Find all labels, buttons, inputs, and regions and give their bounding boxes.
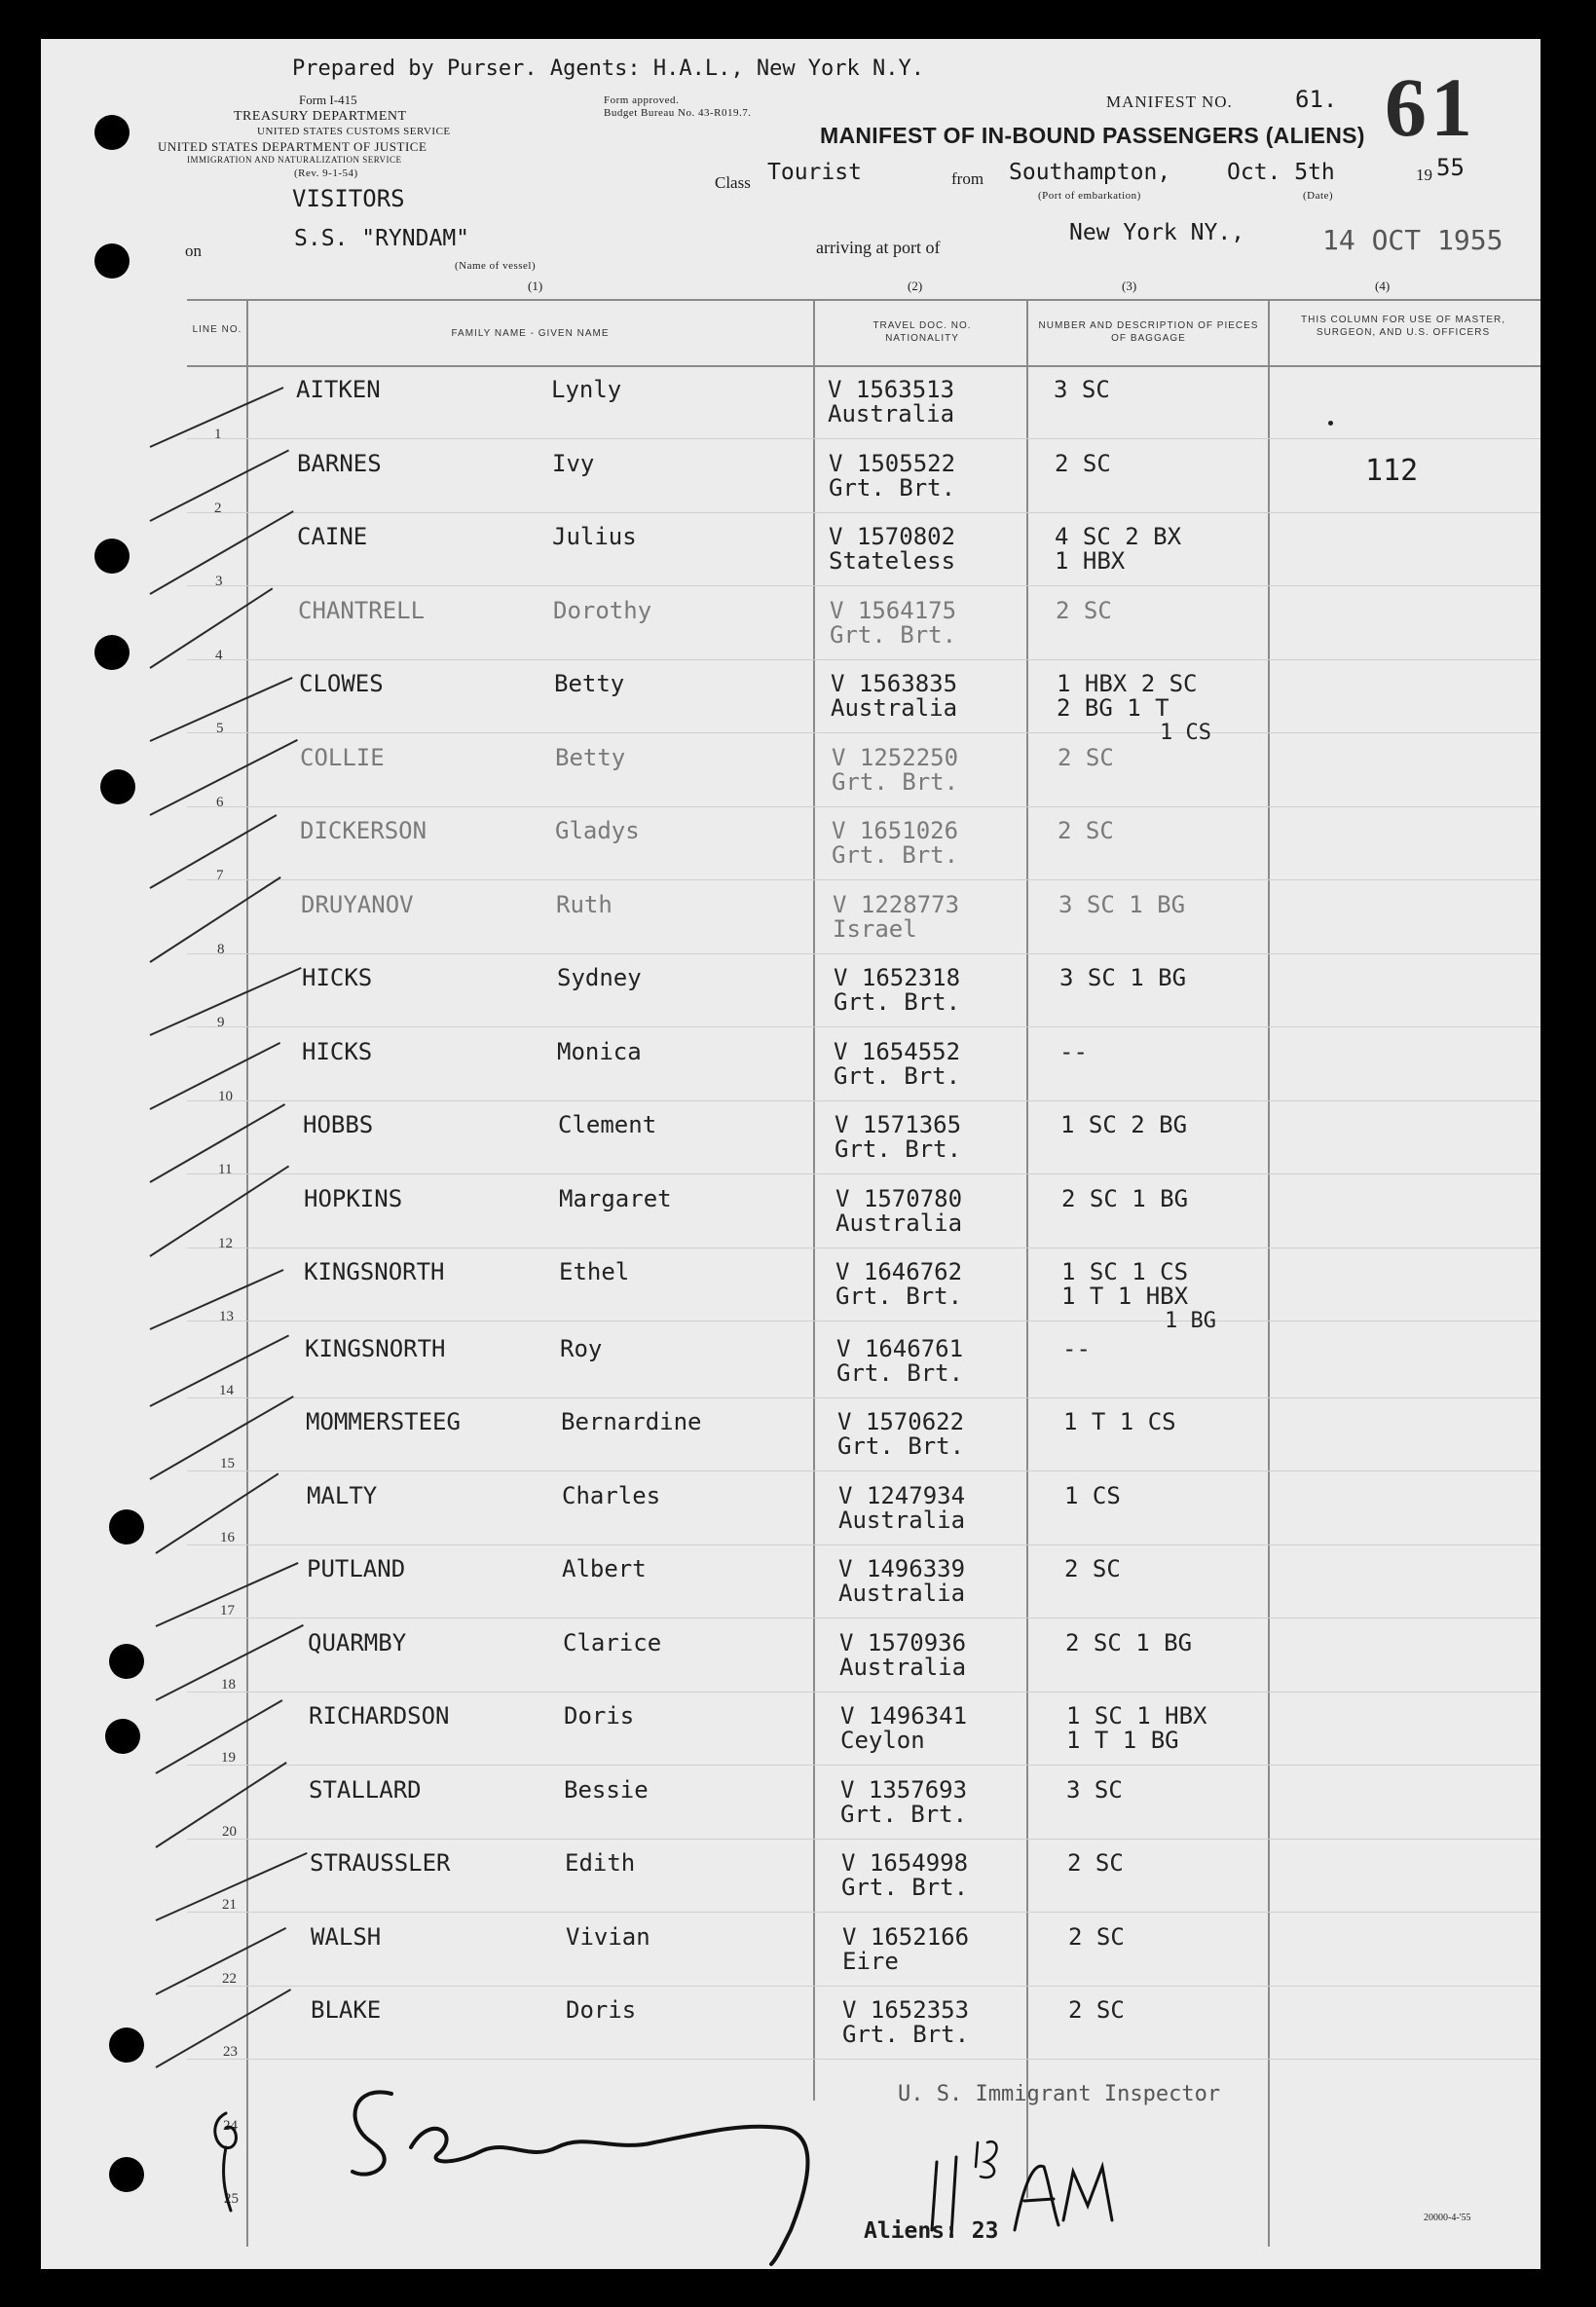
given-name: Doris — [566, 1996, 637, 2024]
col-number-2: (2) — [908, 279, 923, 293]
baggage-line-1: 2 SC 1 BG — [1061, 1184, 1189, 1212]
table-header-rule — [187, 365, 1540, 367]
manifest-no-label: MANIFEST NO. — [1106, 93, 1233, 111]
row-rule — [187, 659, 1540, 660]
nationality: Grt. Brt. — [832, 767, 959, 796]
nationality: Australia — [838, 1580, 966, 1607]
row-rule — [187, 1026, 1540, 1027]
family-name: AITKEN — [296, 376, 381, 403]
row-rule — [187, 1692, 1540, 1693]
row-rule — [187, 1912, 1540, 1913]
line-no-divider — [246, 299, 248, 2247]
rev-date: (Rev. 9-1-54) — [294, 167, 358, 179]
check-mark — [149, 876, 280, 963]
travel-doc-number: V 1651026 — [832, 817, 959, 844]
baggage-line-1: 2 SC — [1058, 817, 1114, 844]
nationality: Grt. Brt. — [834, 988, 961, 1016]
row-rule — [187, 1247, 1540, 1248]
arrival-port: New York NY., — [1069, 220, 1245, 245]
row-rule — [187, 1765, 1540, 1766]
check-mark — [149, 587, 273, 668]
travel-doc-number: V 1570802 — [829, 523, 956, 550]
row-rule — [187, 806, 1540, 807]
line-number: 24 — [223, 2117, 238, 2134]
line-number: 25 — [224, 2191, 239, 2207]
baggage-line-1: -- — [1059, 1037, 1088, 1065]
travel-doc-number: V 1652353 — [842, 1996, 970, 2024]
baggage-line-1: 3 SC — [1054, 376, 1110, 403]
line-number: 13 — [219, 1309, 234, 1324]
baggage-line-1: 2 SC 1 BG — [1065, 1628, 1193, 1656]
port-embarkation-caption: (Port of embarkation) — [1038, 190, 1141, 202]
family-name: DRUYANOV — [301, 890, 414, 918]
row-rule — [187, 1397, 1540, 1398]
dot-mark — [1328, 421, 1333, 426]
family-name: CHANTRELL — [298, 596, 426, 624]
punch-hole — [109, 1509, 144, 1544]
family-name: MOMMERSTEEG — [306, 1408, 461, 1435]
on-label: on — [185, 242, 202, 260]
family-name: PUTLAND — [307, 1555, 406, 1582]
line-number: 7 — [216, 868, 224, 883]
given-name: Edith — [565, 1849, 636, 1877]
travel-doc-number: V 1357693 — [840, 1775, 968, 1804]
baggage-line-1: 3 SC — [1066, 1775, 1123, 1804]
family-name: MALTY — [307, 1481, 378, 1509]
punch-hole — [94, 243, 130, 279]
customs-service: UNITED STATES CUSTOMS SERVICE — [257, 126, 451, 137]
check-mark — [150, 814, 278, 889]
check-mark — [155, 1472, 278, 1553]
line-number: 11 — [218, 1162, 233, 1177]
manifest-no-value: 61. — [1295, 86, 1338, 113]
family-name: QUARMBY — [308, 1628, 407, 1656]
col-number-1: (1) — [528, 279, 543, 293]
baggage-divider — [1268, 299, 1270, 2247]
header-baggage: NUMBER AND DESCRIPTION OF PIECES OF BAGGAGE — [1038, 320, 1259, 344]
travel-doc-number: V 1228773 — [833, 890, 960, 918]
arrival-date-stamp: 14 OCT 1955 — [1322, 224, 1503, 256]
date-caption: (Date) — [1303, 190, 1334, 202]
ins-service: IMMIGRATION AND NATURALIZATION SERVICE — [187, 155, 402, 165]
punch-hole — [94, 115, 130, 150]
given-name: Vivian — [566, 1922, 650, 1951]
baggage-line-1: 2 SC — [1058, 743, 1114, 771]
visitors-label: VISITORS — [292, 185, 405, 212]
baggage-line-1: 1 SC 2 BG — [1060, 1111, 1188, 1138]
travel-doc-number: V 1570622 — [837, 1408, 965, 1435]
given-name: Betty — [554, 670, 625, 697]
prepared-by: Prepared by Purser. Agents: H.A.L., New York N.Y. — [292, 56, 925, 81]
nationality: Eire — [842, 1947, 899, 1975]
family-name: WALSH — [311, 1922, 382, 1951]
row-rule — [187, 1173, 1540, 1174]
baggage-line-1: 2 SC — [1056, 596, 1112, 624]
given-name: Albert — [562, 1555, 647, 1582]
baggage-line-1: -- — [1062, 1334, 1091, 1362]
given-name: Charles — [562, 1481, 661, 1509]
row-rule — [187, 1100, 1540, 1101]
nationality: Grt. Brt. — [840, 1800, 968, 1828]
line-number: 1 — [214, 427, 222, 442]
nationality: Grt. Brt. — [834, 1061, 961, 1090]
travel-doc-number: V 1570780 — [835, 1184, 963, 1212]
margin-mark — [197, 2103, 265, 2220]
travel-doc-number: V 1654998 — [841, 1849, 969, 1877]
travel-doc-number: V 1496339 — [838, 1555, 966, 1582]
row-rule — [187, 585, 1540, 586]
family-name: BLAKE — [311, 1996, 382, 2024]
baggage-line-2: 1 T 1 BG — [1066, 1727, 1179, 1754]
baggage-line-2: 2 BG 1 T — [1057, 694, 1169, 722]
header-travel-doc: TRAVEL DOC. NO. NATIONALITY — [872, 320, 972, 344]
travel-doc-number: V 1496341 — [840, 1702, 968, 1730]
manifest-title: MANIFEST OF IN-BOUND PASSENGERS (ALIENS) — [820, 123, 1365, 148]
line-number: 9 — [217, 1015, 225, 1030]
line-number: 8 — [217, 941, 225, 957]
baggage-line-2: 1 T 1 HBX — [1061, 1283, 1189, 1310]
travel-doc-number: V 1564175 — [830, 596, 957, 624]
punch-hole — [100, 769, 135, 804]
line-number: 18 — [221, 1676, 236, 1693]
justice-dept: UNITED STATES DEPARTMENT OF JUSTICE — [158, 139, 427, 154]
line-number: 12 — [218, 1235, 233, 1251]
baggage-line-1: 2 SC — [1068, 1922, 1125, 1951]
line-number: 5 — [216, 721, 224, 736]
given-name: Doris — [564, 1702, 635, 1730]
class-label: Class — [715, 173, 751, 192]
baggage-line-1: 4 SC 2 BX — [1055, 523, 1182, 550]
header-name: FAMILY NAME - GIVEN NAME — [451, 328, 610, 339]
family-name: CLOWES — [299, 670, 384, 697]
nationality: Australia — [831, 694, 958, 722]
family-name: RICHARDSON — [309, 1702, 450, 1730]
travel-doc-number: V 1646762 — [835, 1258, 963, 1285]
punch-hole — [109, 1644, 144, 1679]
nationality: Australia — [828, 400, 955, 428]
check-mark — [156, 1699, 283, 1774]
line-number: 19 — [221, 1750, 236, 1766]
given-name: Margaret — [559, 1184, 672, 1212]
baggage-line-1: 3 SC 1 BG — [1059, 964, 1187, 991]
line-number: 16 — [220, 1529, 235, 1545]
nationality: Grt. Brt. — [836, 1358, 964, 1387]
travel-doc-number: V 1654552 — [834, 1037, 961, 1065]
row-rule — [187, 953, 1540, 954]
family-name: HOBBS — [303, 1111, 374, 1138]
row-rule — [187, 1470, 1540, 1471]
header-officers: THIS COLUMN FOR USE OF MASTER, SURGEON, AND U.S. OFFICERS — [1300, 315, 1505, 338]
travel-doc-number: V 1252250 — [832, 743, 959, 771]
line-number: 20 — [222, 1823, 237, 1840]
family-name: CAINE — [297, 523, 368, 550]
travel-doc-number: V 1505522 — [829, 449, 956, 477]
row-rule — [187, 1986, 1540, 1987]
line-number: 10 — [218, 1088, 233, 1104]
nationality: Ceylon — [840, 1727, 925, 1754]
baggage-line-1: 2 SC — [1067, 1849, 1124, 1877]
line-number: 22 — [222, 1970, 237, 1987]
baggage-line-2: 1 HBX — [1055, 547, 1126, 575]
travel-doc-number: V 1247934 — [838, 1481, 966, 1509]
nationality: Australia — [838, 1506, 966, 1534]
nationality: Australia — [835, 1209, 963, 1237]
header-line-no: LINE NO. — [192, 324, 242, 335]
manifest-stamp: 61 — [1385, 60, 1476, 154]
given-name: Clement — [558, 1111, 657, 1138]
nationality: Grt. Brt. — [832, 841, 959, 869]
from-label: from — [951, 169, 984, 188]
print-code: 20000-4-'55 — [1424, 2213, 1471, 2223]
nationality: Grt. Brt. — [835, 1283, 963, 1310]
given-name: Gladys — [555, 817, 640, 844]
family-name: HICKS — [302, 964, 373, 991]
line-number: 15 — [220, 1456, 235, 1471]
given-name: Clarice — [563, 1628, 662, 1656]
line-number: 17 — [220, 1603, 235, 1619]
travel-doc-number: V 1563513 — [828, 376, 955, 403]
row-rule — [187, 438, 1540, 439]
inspector-signature — [333, 2055, 839, 2269]
family-name: BARNES — [297, 449, 382, 477]
given-name: Roy — [560, 1334, 603, 1362]
family-name: COLLIE — [300, 743, 385, 771]
given-name: Betty — [555, 743, 626, 771]
baggage-line-3: 1 BG — [1165, 1309, 1216, 1333]
col-number-4: (4) — [1375, 279, 1391, 293]
name-divider — [813, 299, 815, 2101]
vessel-name: S.S. "RYNDAM" — [294, 226, 470, 251]
row-rule — [187, 512, 1540, 513]
class-value: Tourist — [767, 160, 862, 185]
travel-doc-number: V 1571365 — [835, 1111, 962, 1138]
arriving-label: arriving at port of — [816, 238, 941, 257]
punch-hole — [94, 539, 130, 574]
nationality: Israel — [833, 914, 917, 943]
family-name: HICKS — [302, 1037, 373, 1065]
line-number: 2 — [214, 500, 222, 516]
nationality: Grt. Brt. — [830, 620, 957, 649]
col-number-3: (3) — [1122, 279, 1137, 293]
family-name: STRAUSSLER — [310, 1849, 451, 1877]
nationality: Grt. Brt. — [835, 1135, 962, 1163]
baggage-line-1: 2 SC — [1068, 1996, 1125, 2024]
baggage-line-1: 3 SC 1 BG — [1058, 890, 1186, 918]
family-name: DICKERSON — [300, 817, 427, 844]
travel-doc-number: V 1652318 — [834, 964, 961, 991]
nationality: Australia — [839, 1653, 967, 1681]
row-rule — [187, 1839, 1540, 1840]
nationality: Grt. Brt. — [837, 1433, 965, 1460]
budget-bureau: Budget Bureau No. 43-R019.7. — [604, 107, 752, 119]
given-name: Julius — [552, 523, 637, 550]
line-number: 21 — [222, 1897, 237, 1913]
given-name: Ruth — [556, 890, 612, 918]
family-name: KINGSNORTH — [304, 1258, 445, 1285]
punch-hole — [94, 635, 130, 670]
given-name: Sydney — [557, 964, 642, 991]
manifest-sheet — [41, 39, 1540, 2269]
punch-hole — [109, 2157, 144, 2192]
nationality: Stateless — [829, 547, 956, 575]
inspector-label: U. S. Immigrant Inspector — [898, 2082, 1221, 2106]
line-number: 23 — [223, 2044, 238, 2060]
form-number: Form I-415 — [299, 93, 357, 107]
row-rule — [187, 1618, 1540, 1619]
travel-doc-number: V 1570936 — [839, 1628, 967, 1656]
line-number: 14 — [219, 1382, 234, 1398]
given-name: Ivy — [552, 449, 595, 477]
given-name: Lynly — [551, 376, 622, 403]
baggage-line-1: 2 SC — [1055, 449, 1111, 477]
doc-divider — [1026, 299, 1028, 2198]
baggage-line-1: 1 HBX 2 SC — [1057, 670, 1198, 697]
travel-doc-number: V 1646761 — [836, 1334, 964, 1362]
punch-hole — [105, 1719, 140, 1754]
punch-hole — [109, 2028, 144, 2063]
treasury-dept: TREASURY DEPARTMENT — [234, 109, 407, 124]
given-name: Dorothy — [553, 596, 652, 624]
baggage-line-1: 1 SC 1 HBX — [1066, 1702, 1207, 1730]
officer-note: 112 — [1365, 454, 1419, 488]
row-rule — [187, 732, 1540, 733]
travel-doc-number: V 1563835 — [831, 670, 958, 697]
port-embarkation: Southampton, — [1009, 160, 1171, 185]
table-top-rule — [187, 299, 1540, 301]
given-name: Monica — [557, 1037, 642, 1065]
nationality: Grt. Brt. — [842, 2021, 970, 2048]
baggage-line-1: 1 CS — [1064, 1481, 1121, 1509]
nationality: Grt. Brt. — [829, 473, 956, 502]
year-prefix: 19 — [1416, 166, 1432, 184]
baggage-line-3: 1 CS — [1160, 721, 1211, 745]
given-name: Bernardine — [561, 1408, 702, 1435]
nationality: Grt. Brt. — [841, 1874, 969, 1901]
departure-date: Oct. 5th — [1227, 160, 1335, 185]
aliens-total: Aliens: 23 — [864, 2218, 999, 2244]
baggage-line-1: 1 T 1 CS — [1063, 1408, 1176, 1435]
form-approved: Form approved. — [604, 94, 680, 106]
vessel-caption: (Name of vessel) — [455, 260, 537, 272]
year-suffix: 55 — [1436, 154, 1465, 181]
family-name: STALLARD — [309, 1775, 422, 1804]
baggage-line-1: 2 SC — [1064, 1555, 1121, 1582]
travel-doc-number: V 1652166 — [842, 1922, 970, 1951]
given-name: Ethel — [559, 1258, 630, 1285]
row-rule — [187, 1544, 1540, 1545]
family-name: KINGSNORTH — [305, 1334, 446, 1362]
given-name: Bessie — [564, 1775, 649, 1804]
baggage-line-1: 1 SC 1 CS — [1061, 1258, 1189, 1285]
line-number: 3 — [215, 574, 223, 589]
family-name: HOPKINS — [304, 1184, 403, 1212]
row-rule — [187, 879, 1540, 880]
line-number: 4 — [215, 647, 223, 663]
line-number: 6 — [216, 794, 224, 810]
